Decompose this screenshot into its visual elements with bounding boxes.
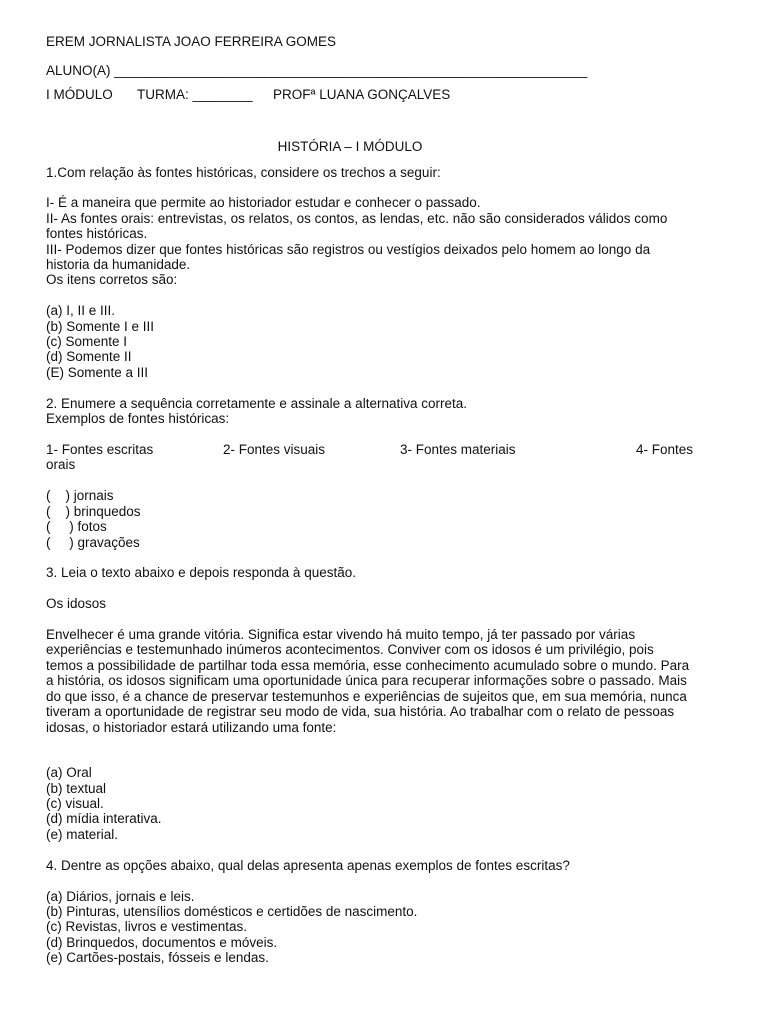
reading-text-line: Envelhecer é uma grande vitória. Significa estar vivendo há muito tempo, já ter passado por várias xyxy=(46,627,636,642)
numbering-item: ( ) jornais xyxy=(46,488,114,503)
source-type-continued: orais xyxy=(46,457,76,472)
source-type: 3- Fontes materiais xyxy=(400,442,516,457)
question-1-statement: Os itens corretos são: xyxy=(46,272,178,287)
question-1-option: (E) Somente a III xyxy=(46,365,149,380)
school-name: EREM JORNALISTA JOAO FERREIRA GOMES xyxy=(46,34,337,49)
question-1-statement: II- As fontes orais: entrevistas, os relatos, os contos, as lendas, etc. não são considerados válidos como xyxy=(46,211,668,226)
teacher-label: PROFª LUANA GONÇALVES xyxy=(273,87,451,102)
question-1-statement: III- Podemos dizer que fontes históricas são registros ou vestígios deixados pelo homem ao longo da xyxy=(46,242,651,257)
question-1-option: (a) I, II e III. xyxy=(46,303,116,318)
question-2-prompt: 2. Enumere a sequência corretamente e assinale a alternativa correta. xyxy=(46,396,467,411)
module-label: I MÓDULO xyxy=(46,87,113,102)
question-3-option: (c) visual. xyxy=(46,796,104,811)
question-1-statement: I- É a maneira que permite ao historiador estudar e conhecer o passado. xyxy=(46,195,481,210)
question-1-option: (c) Somente I xyxy=(46,334,128,349)
question-3-option: (e) material. xyxy=(46,827,119,842)
reading-text-line: do que isso, é a chance de preservar testemunhos e experiências de sujeitos que, em sua memória, nunca xyxy=(46,689,687,704)
question-1-statement: historia da humanidade. xyxy=(46,257,191,272)
reading-text-line: a história, os idosos significam uma oportunidade única para recuperar informações sobre o passado. Mais xyxy=(46,673,687,688)
source-type: 2- Fontes visuais xyxy=(223,442,326,457)
numbering-item: ( ) gravações xyxy=(46,535,140,550)
question-2-subtitle: Exemplos de fontes históricas: xyxy=(46,411,230,426)
reading-text-line: experiências e testemunhado inúmeros acontecimentos. Conviver com os idosos é um privilégio, pois xyxy=(46,642,654,657)
question-4-option: (c) Revistas, livros e vestimentas. xyxy=(46,919,248,934)
question-3-option: (b) textual xyxy=(46,781,107,796)
student-name-line: ALUNO(A) _______________________________________________________________ xyxy=(46,63,588,78)
question-3-option: (d) mídia interativa. xyxy=(46,811,162,826)
reading-text-line: idosas, o historiador estará utilizando uma fonte: xyxy=(46,720,337,735)
question-4-option: (d) Brinquedos, documentos e móveis. xyxy=(46,935,278,950)
numbering-item: ( ) brinquedos xyxy=(46,504,141,519)
numbering-item: ( ) fotos xyxy=(46,519,107,534)
reading-text-title: Os idosos xyxy=(46,596,107,611)
source-type: 1- Fontes escritas xyxy=(46,442,154,457)
question-3-option: (a) Oral xyxy=(46,765,92,780)
question-1-option: (d) Somente II xyxy=(46,349,132,364)
question-4-option: (b) Pinturas, utensílios domésticos e certidões de nascimento. xyxy=(46,904,418,919)
question-3-prompt: 3. Leia o texto abaixo e depois responda à questão. xyxy=(46,565,356,580)
question-1-prompt: 1.Com relação às fontes históricas, considere os trechos a seguir: xyxy=(46,165,441,180)
page-title: HISTÓRIA – I MÓDULO xyxy=(277,139,423,154)
reading-text-line: temos a possibilidade de partilhar toda essa memória, esse conhecimento acumulado sobre o mundo. Para xyxy=(46,658,690,673)
question-4-prompt: 4. Dentre as opções abaixo, qual delas apresenta apenas exemplos de fontes escritas? xyxy=(46,858,570,873)
reading-text-line: tiveram a oportunidade de registrar seu modo de vida, sua história. Ao trabalhar com o relato de pessoas xyxy=(46,704,675,719)
question-1-option: (b) Somente I e III xyxy=(46,319,155,334)
question-1-statement: fontes históricas. xyxy=(46,226,148,241)
source-type: 4- Fontes xyxy=(636,442,694,457)
class-label: TURMA: ________ xyxy=(137,87,253,102)
question-4-option: (e) Cartões-postais, fósseis e lendas. xyxy=(46,950,269,965)
question-4-option: (a) Diários, jornais e leis. xyxy=(46,889,195,904)
